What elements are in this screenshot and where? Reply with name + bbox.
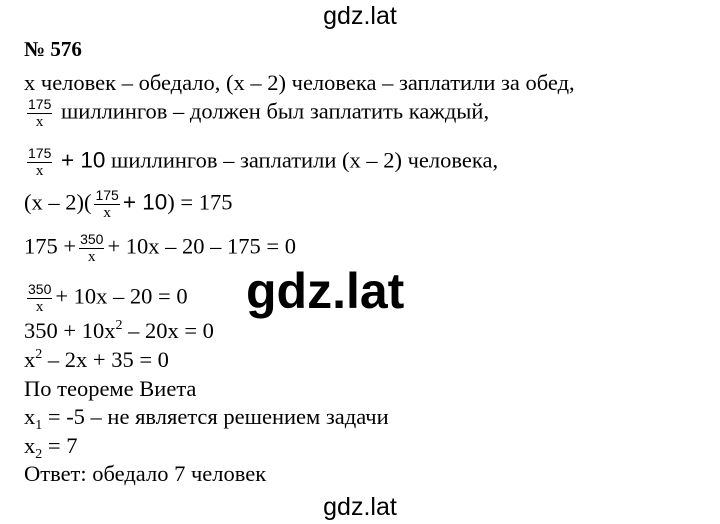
solution-line-11: $x_2 = 7$ — [24, 433, 78, 462]
solution-line-6: $\frac{350}{x}$ + 10x – 20 = 0 — [28, 281, 188, 315]
solution-line-8: $x^2 - 2x + 35 = 0$ — [24, 347, 169, 372]
solution-line-3 — [24, 146, 498, 179]
solution-line-4: (x – 2)( $\frac{175}{x}$ + 10) = 175 — [24, 187, 233, 221]
solution-line-1: x человек – обедало, (x – 2) человека – заплатили за обед, — [24, 70, 575, 95]
watermark-top: gdz.lat — [323, 2, 397, 30]
watermark-middle: gdz.lat — [246, 263, 405, 319]
watermark-bottom: gdz.lat — [323, 493, 397, 521]
problem-number: № 576 — [24, 37, 82, 61]
solution-line-5: 175 + $\frac{350}{x}$ + 10x – 20 – 175 = 0 — [24, 231, 296, 265]
solution-line-7: $350 + 10x^2 - 20x = 0$ — [24, 318, 214, 343]
fraction-350-over-x: $\frac{350}{x}$ — [28, 281, 52, 315]
solution-line-9: По теореме Виета — [24, 376, 197, 401]
fraction-350-over-x: $\frac{350}{x}$ — [80, 231, 104, 265]
answer-line: Ответ: обедало 7 человек — [24, 461, 267, 486]
fraction-175-over-x: $\frac{175}{x}$ — [28, 96, 52, 130]
fraction-175-over-x: $\frac{175}{x}$ — [95, 187, 119, 221]
solution-line-2 — [24, 97, 489, 130]
plus-ten: + 10 — [60, 147, 106, 173]
line-2-text: шиллингов – должен был заплатить каждый, — [60, 98, 490, 124]
fraction-175-over-x: $\frac{175}{x}$ — [28, 145, 52, 179]
solution-line-10: $x_1 = -5$ – не является решением задачи — [24, 404, 389, 433]
line-3-text: шиллингов – заплатили (x – 2) человека, — [111, 147, 499, 173]
